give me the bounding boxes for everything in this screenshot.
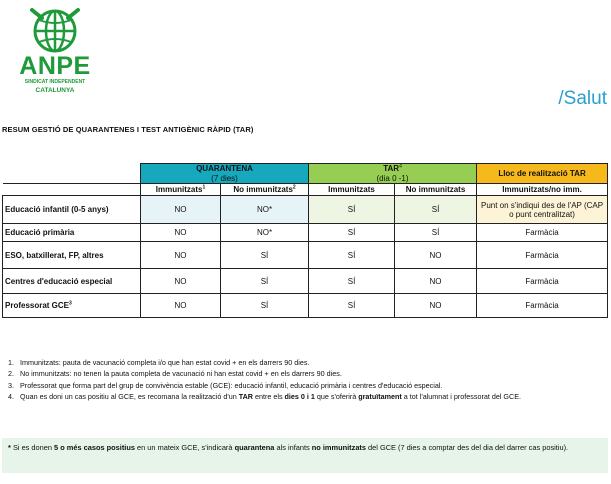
- q-no-immunitzats-text: No immunitzats: [233, 185, 293, 194]
- lloc-header: [477, 164, 608, 184]
- row-label: ESO, batxillerat, FP, altres: [3, 242, 141, 269]
- empty-subcorner: [3, 184, 141, 196]
- t-no-immunitzats-header: No immunitzats: [395, 184, 477, 196]
- tar-no-immunitzats-cell: SÍ: [395, 196, 477, 224]
- lloc-cell: Farmàcia: [477, 294, 608, 318]
- subheader-row: [3, 184, 608, 196]
- tar-immunitzats-cell: SÍ: [309, 196, 395, 224]
- lloc-cell: Farmàcia: [477, 269, 608, 294]
- quarantena-immunitzats-cell: NO: [141, 224, 221, 242]
- footnote-text: Immunitzats: pauta de vacunació completa i/o que han estat covid + en els darrers 90 dies.: [20, 358, 310, 367]
- q-no-immunitzats-header: [221, 184, 309, 196]
- footnote-text: Quan es doni un cas positiu al GCE, es recomana la realització d'un TAR entre els dies 0 i 1 que s'oferirà gratuïtament a tot l'alumnat i professorat del GCE.: [20, 391, 521, 401]
- quarantine-alert: * Si es donen 5 o més casos positius en un mateix GCE, s'indicarà quarantena als infants no immunitzats del GCE (7 dies a comptar des del dia del darrer cas positiu).: [2, 438, 608, 473]
- row-label: Professorat GCE$^3$: [3, 294, 141, 318]
- table-row: [3, 224, 608, 242]
- quarantena-no-immunitzats-cell: NO*: [221, 224, 309, 242]
- footnote-number: 2.: [8, 369, 14, 379]
- salut-label: /Salut: [558, 88, 607, 109]
- summary-table: [2, 163, 608, 318]
- table-row: [3, 294, 608, 318]
- quarantena-no-immunitzats-cell: SÍ: [221, 269, 309, 294]
- tar-immunitzats-cell: SÍ: [309, 269, 395, 294]
- lloc-cell: Farmàcia: [477, 242, 608, 269]
- quarantena-immunitzats-cell: NO: [141, 269, 221, 294]
- anpe-logo: [12, 4, 98, 96]
- quarantena-label: QUARANTENA: [196, 164, 253, 173]
- quarantena-immunitzats-cell: NO: [141, 294, 221, 318]
- tar-no-immunitzats-cell: NO: [395, 294, 477, 318]
- tar-immunitzats-cell: SÍ: [309, 242, 395, 269]
- logo-subtitle: SINDICAT INDEPENDENT: [24, 79, 86, 85]
- quarantena-immunitzats-cell: NO: [141, 242, 221, 269]
- footnote-1: [8, 357, 598, 368]
- quarantena-immunitzats-cell: NO: [141, 196, 221, 224]
- t-immunitzats-header: Immunitzats: [309, 184, 395, 196]
- tar-no-immunitzats-cell: NO: [395, 242, 477, 269]
- tar-immunitzats-cell: SÍ: [309, 224, 395, 242]
- quarantena-detail: (7 dies): [211, 173, 238, 183]
- quarantena-no-immunitzats-cell: SÍ: [221, 242, 309, 269]
- row-label: Educació primària: [3, 224, 141, 242]
- document-title: RESUM GESTIÓ DE QUARANTENES I TEST ANTIGÈNIC RÀPID (TAR): [2, 125, 254, 134]
- footnotes: [8, 357, 598, 402]
- group-header-row: [3, 164, 608, 184]
- empty-corner: [3, 164, 141, 184]
- table-row: [3, 242, 608, 269]
- logo-name: ANPE: [19, 52, 91, 80]
- tar-detail: (dia 0 -1): [376, 173, 409, 183]
- row-label: Centres d'educació especial: [3, 269, 141, 294]
- tar-no-immunitzats-cell: NO: [395, 269, 477, 294]
- q-immunitzats-text: Immunitzats: [155, 185, 203, 194]
- logo-region: CATALUNYA: [35, 87, 75, 94]
- q-no-immunitzats-note: 2: [292, 184, 296, 191]
- tar-note: 4: [399, 163, 402, 170]
- table-row: [3, 269, 608, 294]
- footnote-number: 4.: [8, 391, 14, 401]
- footnote-4: [8, 391, 598, 402]
- table-body: [3, 196, 608, 318]
- row-label: Educació infantil (0-5 anys): [3, 196, 141, 224]
- footnote-number: 3.: [8, 380, 14, 390]
- footnote-2: [8, 368, 598, 379]
- alert-star: *: [8, 443, 11, 452]
- footnote-text: Professorat que forma part del grup de convivència estable (GCE): educació infantil, educació primària i centres d'educació especial.: [20, 380, 443, 390]
- lloc-subheader: Immunitzats/no imm.: [477, 184, 608, 196]
- footnote-number: 1.: [8, 358, 14, 367]
- globe-icon: [12, 4, 98, 56]
- tar-header: [309, 164, 477, 184]
- footnote-3: [8, 380, 598, 391]
- tar-no-immunitzats-cell: SÍ: [395, 224, 477, 242]
- tar-label: TAR: [383, 164, 400, 173]
- quarantena-no-immunitzats-cell: NO*: [221, 196, 309, 224]
- lloc-cell: Punt on s'indiqui des de l'AP (CAP o punt centralitzat): [477, 196, 608, 224]
- q-immunitzats-note: 1: [202, 184, 206, 191]
- quarantena-no-immunitzats-cell: SÍ: [221, 294, 309, 318]
- table-row: [3, 196, 608, 224]
- lloc-cell: Farmàcia: [477, 224, 608, 242]
- quarantena-header: [141, 164, 309, 184]
- tar-immunitzats-cell: SÍ: [309, 294, 395, 318]
- lloc-label: Lloc de realització TAR: [498, 168, 586, 178]
- footnote-text: No immunitzats: no tenen la pauta completa de vacunació ni han estat covid + en els darrers 90 dies.: [20, 369, 342, 379]
- q-immunitzats-header: [141, 184, 221, 196]
